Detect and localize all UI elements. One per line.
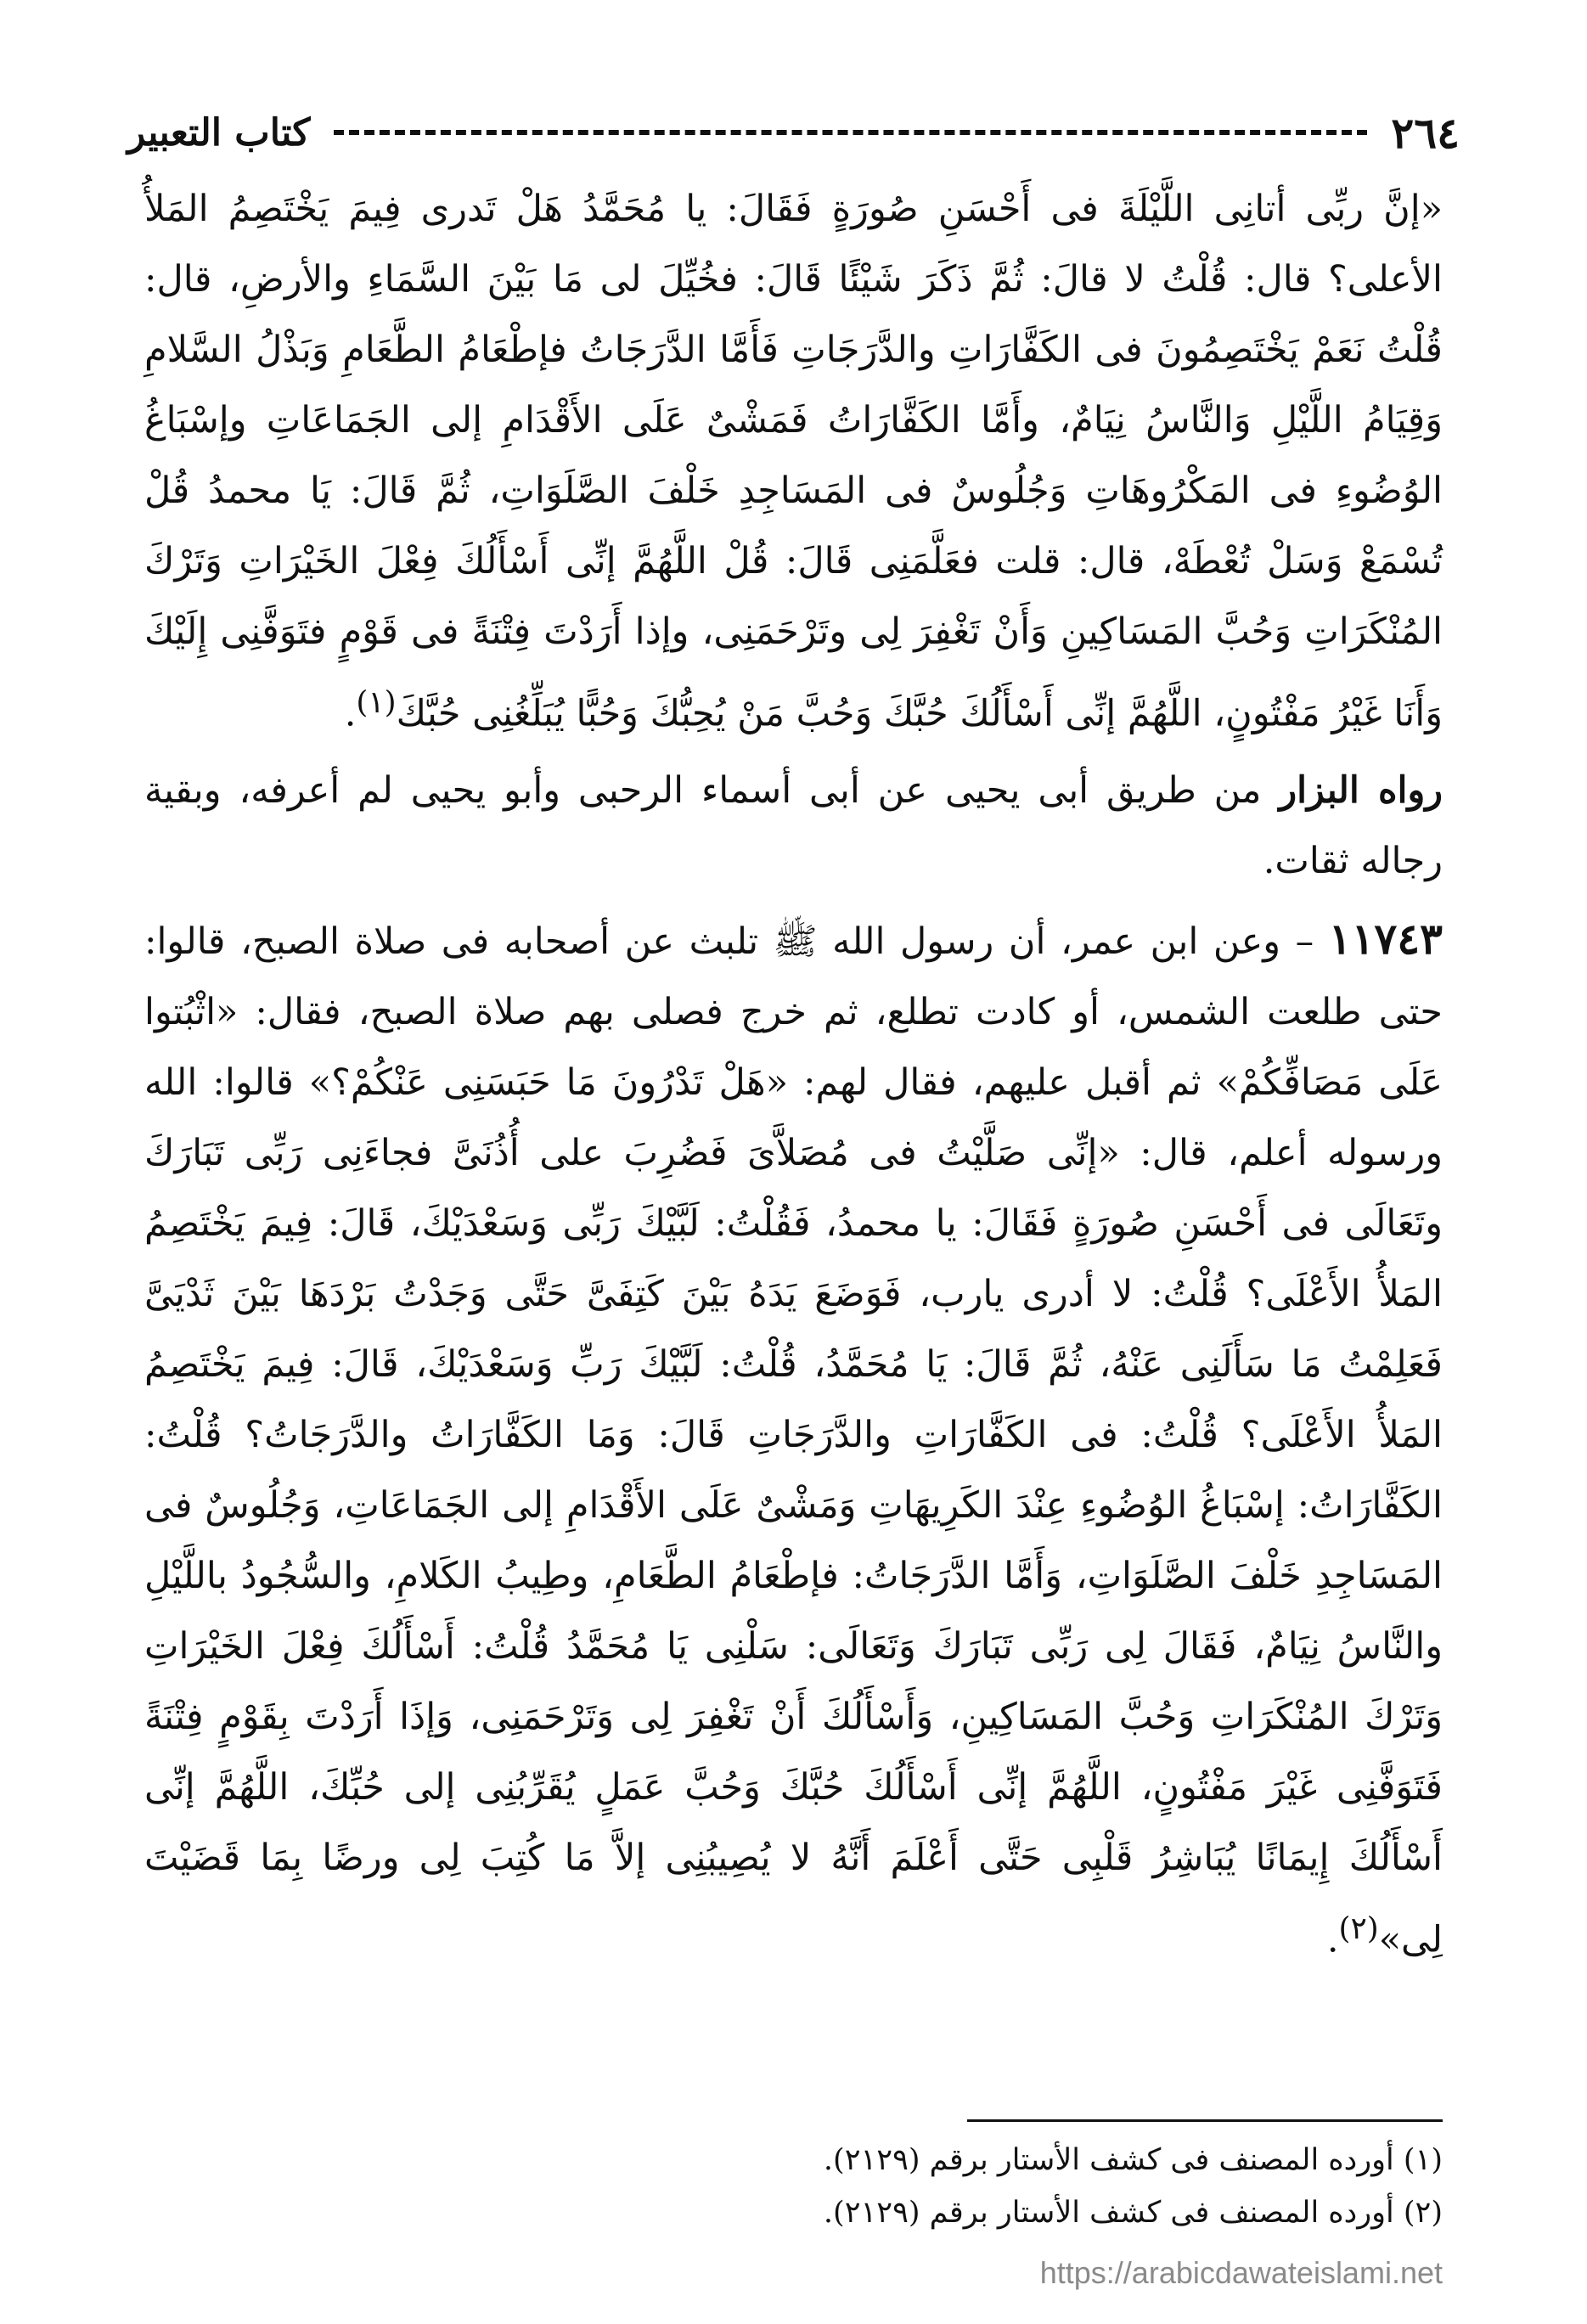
watermark-url: https://arabicdawateislami.net	[1039, 2255, 1443, 2290]
footnotes	[144, 2119, 1443, 2239]
footnote-rule	[967, 2119, 1443, 2122]
footnote-1: (١) أورده المصنف فى كشف الأستار برقم (٢١٢٩).	[823, 2143, 1443, 2177]
header-dashed-rule	[334, 130, 1367, 135]
hadith-paragraph-2	[144, 903, 1443, 1975]
main-text	[144, 174, 1443, 1976]
footnote-ref-2: (٢)	[1338, 1911, 1379, 1947]
footnote-ref-1: (١)	[356, 685, 397, 720]
page-header	[127, 106, 1460, 159]
footnote-2: (٢) أورده المصنف فى كشف الأستار برقم (٢١٢٩).	[823, 2196, 1443, 2230]
hadith-text-2: – وعن ابن عمر، أن رسول الله ﷺ تلبث عن أصحابه فى صلاة الصبح، قالوا: حتى طلعت الشمس، أو كادت تطلع، ثم خرج فصلى بهم صلاة الصبح، فقال: «اثْبُتوا عَلَى مَصَافِّكُمْ» ثم أقبل عليهم، فقال لهم: «هَلْ تَدْرُونَ مَا حَبَسَنِى عَنْكُمْ؟» قالوا: الله ورسوله أعلم، قال: «إنِّى صَلَّيْتُ فى مُصَلاَّىَ فَضُرِبَ على أُذُنَىَّ فجاءَنِى رَبِّى تَبَارَكَ وتَعَالَى فى أَحْسَنِ صُورَةٍ فَقَالَ: يا محمدُ، فَقُلْتُ: لَبَّيْكَ رَبِّى وَسَعْدَيْكَ، قَالَ: فِيمَ يَخْتَصِمُ المَلأُ الأَعْلَى؟ قُلْتُ: لا أدرى يارب، فَوَضَعَ يَدَهُ بَيْنَ كَتِفَىَّ حَتَّى وَجَدْتُ بَرْدَهَا بَيْنَ ثَدْيَىَّ فَعَلِمْتُ مَا سَأَلَنِى عَنْهُ، ثُمَّ قَالَ: يَا مُحَمَّدُ، قُلْتُ: لَبَّيْكَ رَبِّ وَسَعْدَيْكَ، قَالَ: فِيمَ يَخْتَصِمُ المَلأُ الأَعْلَى؟ قُلْتُ: فى الكَفَّارَاتِ والدَّرَجَاتِ قَالَ: وَمَا الكَفَّارَاتُ والدَّرَجَاتُ؟ قُلْتُ: الكَفَّارَاتُ: إسْبَاغُ الوُضُوءِ عِنْدَ الكَرِيهَاتِ وَمَشْىٌ عَلَى الأَقْدَامِ إلى الجَمَاعَاتِ، وَجُلُوسٌ فى المَسَاجِدِ خَلْفَ الصَّلَوَاتِ، وَأَمَّا الدَّرَجَاتُ: فإطْعَامُ الطَّعَامِ، وطِيبُ الكَلامِ، والسُّجُودُ باللَّيْلِ والنَّاسُ نِيَامٌ، فَقَالَ لِى رَبِّى تَبَارَكَ وَتَعَالَى: سَلْنِى يَا مُحَمَّدُ قُلْتُ: أَسْأَلُكَ فِعْلَ الخَيْرَاتِ وَتَرْكَ المُنْكَرَاتِ وَحُبَّ المَسَاكِينِ، وَأَسْأَلُكَ أَنْ تَغْفِرَ لِى وَتَرْحَمَنِى، وَإذَا أَرَدْتَ بِقَوْمٍ فِتْنَةً فَتَوَفَّنِى غَيْرَ مَفْتُونٍ، اللَّهُمَّ إنِّى أَسْأَلُكَ حُبَّكَ وَحُبَّ عَمَلٍ يُقَرِّبُنِى إلى حُبِّكَ، اللَّهُمَّ إنِّى أَسْأَلُكَ إِيمَانًا يُبَاشِرُ قَلْبِى حَتَّى أَعْلَمَ أَنَّهُ لا يُصِيبُنِى إلاَّ مَا كُتِبَ لِى ورضًا بِمَا قَضَيْتَ لِى»	[144, 920, 1443, 1961]
hadith-end-1: .	[344, 692, 357, 735]
page-number: ٢٦٤	[1391, 107, 1460, 158]
source-text: من طريق أبى يحيى عن أبى أسماء الرحبى وأبو يحيى لم أعرفه، وبقية رجاله ثقات.	[144, 769, 1443, 883]
hadith-end-2: .	[1326, 1918, 1339, 1961]
source-paragraph	[144, 756, 1443, 897]
hadith-number: ١١٧٤٣	[1328, 914, 1443, 965]
book-title: كتاب التعبير	[127, 110, 311, 155]
hadith-paragraph-1	[144, 174, 1443, 749]
source-name: رواه البزار	[1279, 769, 1443, 813]
hadith-text-1: «إنَّ ربِّى أتانِى اللَّيْلَةَ فى أَحْسَنِ صُورَةٍ فَقَالَ: يا مُحَمَّدُ هَلْ تَدرى فِيمَ يَخْتَصِمُ المَلأُ الأعلى؟ قال: قُلْتُ لا قالَ: ثُمَّ ذَكَرَ شَيْئًا قَالَ: فخُيِّلَ لى مَا بَيْنَ السَّمَاءِ والأرضِ، قال: قُلْتُ نَعَمْ يَخْتَصِمُونَ فى الكَفَّارَاتِ والدَّرَجَاتِ فَأَمَّا الدَّرَجَاتُ فإطْعَامُ الطَّعَامِ وَبَذْلُ السَّلامِ وَقِيَامُ اللَّيْلِ وَالنَّاسُ نِيَامٌ، وأَمَّا الكَفَّارَاتُ فَمَشْىٌ عَلَى الأَقْدَامِ إلى الجَمَاعَاتِ وإسْبَاغُ الوُضُوءِ فى المَكْرُوهَاتِ وَجُلُوسٌ فى المَسَاجِدِ خَلْفَ الصَّلَوَاتِ، ثُمَّ قَالَ: يَا محمدُ قُلْ تُسْمَعْ وَسَلْ تُعْطَهْ، قال: قلت فعَلَّمَنِى قَالَ: قُلْ اللَّهُمَّ إنِّى أَسْأَلُكَ فِعْلَ الخَيْرَاتِ وَتَرْكَ المُنْكَرَاتِ وَحُبَّ المَسَاكِينِ وَأَنْ تَغْفِرَ لِى وتَرْحَمَنِى، وإذا أَرَدْتَ فِتْنَةً فى قَوْمٍ فتَوَفَّنِى إِلَيْكَ وَأَنَا غَيْرُ مَفْتُونٍ، اللَّهُمَّ إنِّى أَسْأَلُكَ حُبَّكَ وَحُبَّ مَنْ يُحِبُّكَ وَحُبًّا يُبَلِّغُنِى حُبَّكَ	[144, 188, 1443, 735]
